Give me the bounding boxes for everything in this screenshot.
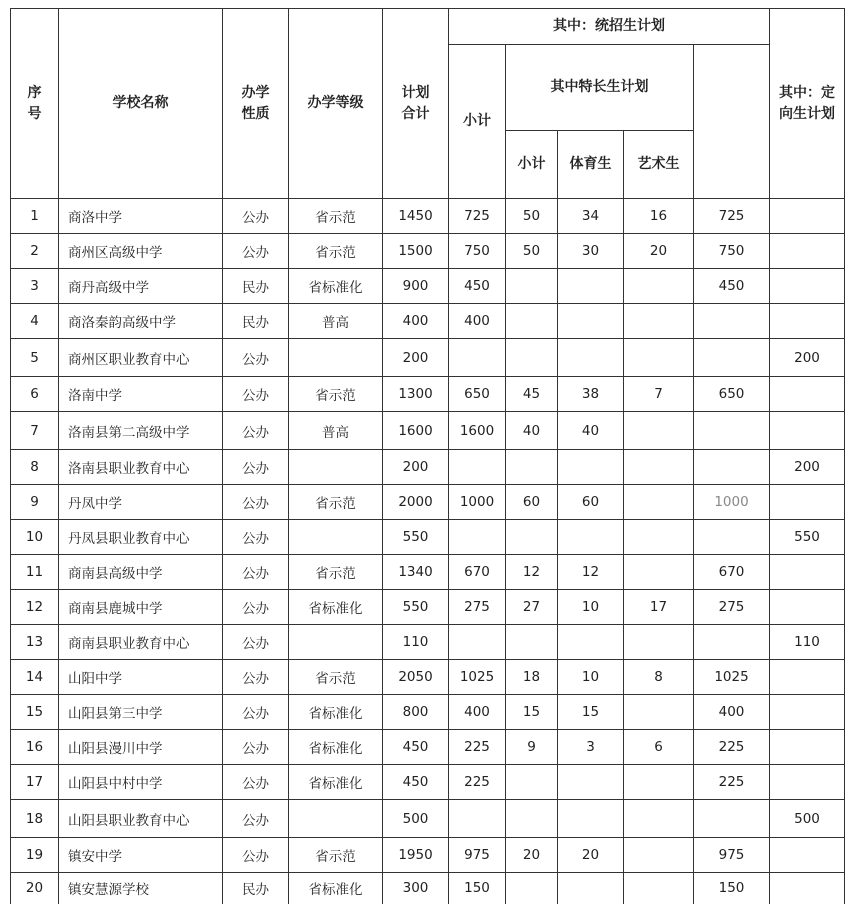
cell-level: 省标准化	[289, 873, 383, 904]
cell-art	[624, 625, 694, 660]
cell-directed	[694, 339, 770, 377]
cell-special-subtotal: 20	[506, 838, 558, 873]
cell-seq: 14	[11, 660, 59, 695]
header-art: 艺术生	[624, 131, 694, 199]
cell-special-subtotal	[506, 765, 558, 800]
cell-comprehensive	[770, 555, 845, 590]
cell-comprehensive	[770, 695, 845, 730]
cell-art	[624, 555, 694, 590]
cell-school: 山阳中学	[59, 660, 223, 695]
cell-school: 山阳县漫川中学	[59, 730, 223, 765]
cell-comprehensive	[770, 838, 845, 873]
cell-school: 商南县鹿城中学	[59, 590, 223, 625]
cell-nature: 公办	[223, 234, 289, 269]
table-row	[11, 838, 845, 873]
cell-nature: 公办	[223, 730, 289, 765]
cell-nature: 公办	[223, 555, 289, 590]
cell-art: 6	[624, 730, 694, 765]
cell-art	[624, 838, 694, 873]
cell-unified-subtotal: 225	[449, 730, 506, 765]
cell-seq: 10	[11, 520, 59, 555]
table-row	[11, 555, 845, 590]
cell-nature: 公办	[223, 199, 289, 234]
cell-nature: 公办	[223, 485, 289, 520]
table-row	[11, 450, 845, 485]
cell-comprehensive	[770, 590, 845, 625]
cell-nature: 公办	[223, 412, 289, 450]
cell-seq: 13	[11, 625, 59, 660]
cell-level: 省示范	[289, 199, 383, 234]
cell-comprehensive	[770, 234, 845, 269]
cell-seq: 19	[11, 838, 59, 873]
cell-seq: 2	[11, 234, 59, 269]
cell-special-subtotal: 50	[506, 234, 558, 269]
cell-special-subtotal: 15	[506, 695, 558, 730]
cell-total: 900	[383, 269, 449, 304]
cell-unified-subtotal: 450	[449, 269, 506, 304]
header-nature: 办学性质	[223, 9, 289, 199]
cell-nature: 公办	[223, 450, 289, 485]
cell-seq: 8	[11, 450, 59, 485]
cell-unified-subtotal	[449, 450, 506, 485]
cell-nature: 公办	[223, 838, 289, 873]
cell-directed: 750	[694, 234, 770, 269]
cell-special-subtotal: 50	[506, 199, 558, 234]
cell-unified-subtotal: 1025	[449, 660, 506, 695]
table-row	[11, 873, 845, 904]
cell-sports: 38	[558, 377, 624, 412]
cell-art	[624, 765, 694, 800]
cell-directed	[694, 304, 770, 339]
cell-special-subtotal	[506, 269, 558, 304]
cell-sports: 15	[558, 695, 624, 730]
cell-special-subtotal	[506, 450, 558, 485]
cell-total: 110	[383, 625, 449, 660]
table-row	[11, 730, 845, 765]
cell-school: 洛南中学	[59, 377, 223, 412]
cell-sports	[558, 450, 624, 485]
cell-level: 省标准化	[289, 695, 383, 730]
cell-directed	[694, 450, 770, 485]
cell-special-subtotal: 12	[506, 555, 558, 590]
cell-school: 洛南县第二高级中学	[59, 412, 223, 450]
cell-unified-subtotal: 975	[449, 838, 506, 873]
cell-level	[289, 800, 383, 838]
cell-art: 16	[624, 199, 694, 234]
cell-directed	[694, 520, 770, 555]
cell-comprehensive	[770, 485, 845, 520]
cell-unified-subtotal: 750	[449, 234, 506, 269]
cell-unified-subtotal	[449, 339, 506, 377]
cell-seq: 5	[11, 339, 59, 377]
cell-seq: 18	[11, 800, 59, 838]
cell-total: 1340	[383, 555, 449, 590]
cell-directed: 225	[694, 765, 770, 800]
cell-level: 普高	[289, 304, 383, 339]
cell-nature: 公办	[223, 695, 289, 730]
table-body	[11, 199, 845, 904]
cell-total: 800	[383, 695, 449, 730]
cell-directed: 1025	[694, 660, 770, 695]
cell-nature: 民办	[223, 873, 289, 904]
cell-total: 550	[383, 590, 449, 625]
cell-school: 丹凤中学	[59, 485, 223, 520]
cell-unified-subtotal: 670	[449, 555, 506, 590]
cell-seq: 9	[11, 485, 59, 520]
cell-level: 省标准化	[289, 590, 383, 625]
cell-special-subtotal	[506, 800, 558, 838]
cell-directed	[694, 412, 770, 450]
cell-school: 商丹高级中学	[59, 269, 223, 304]
cell-level	[289, 450, 383, 485]
cell-special-subtotal: 45	[506, 377, 558, 412]
cell-sports	[558, 765, 624, 800]
cell-directed: 725	[694, 199, 770, 234]
cell-special-subtotal: 18	[506, 660, 558, 695]
header-seq: 序号	[11, 9, 59, 199]
cell-seq: 1	[11, 199, 59, 234]
cell-seq: 16	[11, 730, 59, 765]
header-level: 办学等级	[289, 9, 383, 199]
cell-directed	[694, 625, 770, 660]
header-special-subtotal: 小计	[506, 131, 558, 199]
cell-sports	[558, 625, 624, 660]
cell-nature: 公办	[223, 765, 289, 800]
cell-unified-subtotal	[449, 520, 506, 555]
cell-art	[624, 873, 694, 904]
cell-art	[624, 412, 694, 450]
cell-school: 商州区职业教育中心	[59, 339, 223, 377]
cell-level: 省示范	[289, 838, 383, 873]
cell-sports: 40	[558, 412, 624, 450]
cell-level: 省标准化	[289, 269, 383, 304]
table-row	[11, 377, 845, 412]
cell-nature: 公办	[223, 520, 289, 555]
cell-total: 450	[383, 730, 449, 765]
cell-sports	[558, 800, 624, 838]
cell-sports: 34	[558, 199, 624, 234]
cell-unified-subtotal: 150	[449, 873, 506, 904]
cell-comprehensive: 200	[770, 450, 845, 485]
cell-total: 1450	[383, 199, 449, 234]
cell-unified-subtotal: 1600	[449, 412, 506, 450]
cell-nature: 公办	[223, 590, 289, 625]
cell-comprehensive: 500	[770, 800, 845, 838]
cell-special-subtotal	[506, 520, 558, 555]
cell-total: 200	[383, 339, 449, 377]
cell-directed	[694, 800, 770, 838]
cell-directed: 225	[694, 730, 770, 765]
header-sports: 体育生	[558, 131, 624, 199]
cell-directed: 150	[694, 873, 770, 904]
cell-total: 1500	[383, 234, 449, 269]
cell-level: 省示范	[289, 555, 383, 590]
cell-unified-subtotal: 400	[449, 304, 506, 339]
cell-sports: 10	[558, 590, 624, 625]
table-row	[11, 485, 845, 520]
cell-seq: 6	[11, 377, 59, 412]
cell-special-subtotal	[506, 625, 558, 660]
cell-art: 8	[624, 660, 694, 695]
cell-total: 500	[383, 800, 449, 838]
cell-special-subtotal: 9	[506, 730, 558, 765]
cell-total: 1600	[383, 412, 449, 450]
cell-special-subtotal	[506, 873, 558, 904]
cell-art	[624, 520, 694, 555]
cell-school: 山阳县中村中学	[59, 765, 223, 800]
cell-seq: 11	[11, 555, 59, 590]
header-special-group: 其中特长生计划	[506, 45, 694, 131]
cell-nature: 公办	[223, 660, 289, 695]
table-row	[11, 199, 845, 234]
cell-comprehensive	[770, 199, 845, 234]
cell-nature: 民办	[223, 304, 289, 339]
cell-school: 镇安慧源学校	[59, 873, 223, 904]
cell-special-subtotal: 27	[506, 590, 558, 625]
table-row	[11, 625, 845, 660]
cell-level	[289, 625, 383, 660]
cell-total: 2050	[383, 660, 449, 695]
cell-school: 山阳县职业教育中心	[59, 800, 223, 838]
cell-art	[624, 485, 694, 520]
cell-directed: 650	[694, 377, 770, 412]
cell-comprehensive: 550	[770, 520, 845, 555]
cell-art: 7	[624, 377, 694, 412]
table-row	[11, 590, 845, 625]
cell-sports: 60	[558, 485, 624, 520]
table-row	[11, 304, 845, 339]
cell-total: 300	[383, 873, 449, 904]
cell-seq: 4	[11, 304, 59, 339]
cell-unified-subtotal: 1000	[449, 485, 506, 520]
cell-level	[289, 520, 383, 555]
cell-directed: 450	[694, 269, 770, 304]
cell-sports	[558, 873, 624, 904]
table-row	[11, 412, 845, 450]
cell-special-subtotal	[506, 339, 558, 377]
cell-school: 洛南县职业教育中心	[59, 450, 223, 485]
cell-art	[624, 450, 694, 485]
header-school: 学校名称	[59, 9, 223, 199]
cell-comprehensive	[770, 873, 845, 904]
cell-school: 商南县高级中学	[59, 555, 223, 590]
cell-comprehensive: 110	[770, 625, 845, 660]
cell-school: 商洛中学	[59, 199, 223, 234]
cell-directed: 1000	[694, 485, 770, 520]
table-row	[11, 695, 845, 730]
cell-art	[624, 304, 694, 339]
cell-total: 1950	[383, 838, 449, 873]
cell-comprehensive	[770, 765, 845, 800]
cell-special-subtotal	[506, 304, 558, 339]
cell-comprehensive	[770, 304, 845, 339]
cell-total: 200	[383, 450, 449, 485]
table-row	[11, 269, 845, 304]
cell-comprehensive	[770, 377, 845, 412]
header-unified-group: 其中：统招生计划	[449, 9, 770, 45]
cell-seq: 3	[11, 269, 59, 304]
cell-total: 2000	[383, 485, 449, 520]
cell-school: 丹凤县职业教育中心	[59, 520, 223, 555]
cell-art	[624, 695, 694, 730]
cell-total: 400	[383, 304, 449, 339]
cell-school: 商南县职业教育中心	[59, 625, 223, 660]
cell-directed: 975	[694, 838, 770, 873]
table-row	[11, 660, 845, 695]
cell-art: 20	[624, 234, 694, 269]
cell-comprehensive	[770, 412, 845, 450]
table-row	[11, 765, 845, 800]
cell-directed: 670	[694, 555, 770, 590]
table-row	[11, 520, 845, 555]
cell-unified-subtotal	[449, 625, 506, 660]
cell-art	[624, 339, 694, 377]
table-row	[11, 339, 845, 377]
cell-level: 省标准化	[289, 730, 383, 765]
cell-level: 省示范	[289, 234, 383, 269]
cell-level	[289, 339, 383, 377]
cell-school: 山阳县第三中学	[59, 695, 223, 730]
cell-comprehensive	[770, 730, 845, 765]
cell-seq: 7	[11, 412, 59, 450]
cell-nature: 公办	[223, 339, 289, 377]
cell-total: 450	[383, 765, 449, 800]
cell-comprehensive	[770, 660, 845, 695]
cell-sports: 3	[558, 730, 624, 765]
cell-seq: 20	[11, 873, 59, 904]
cell-level: 普高	[289, 412, 383, 450]
cell-art: 17	[624, 590, 694, 625]
cell-comprehensive: 200	[770, 339, 845, 377]
cell-level: 省示范	[289, 485, 383, 520]
cell-level: 省示范	[289, 377, 383, 412]
enrollment-plan-table	[10, 8, 845, 904]
cell-nature: 公办	[223, 377, 289, 412]
cell-total: 550	[383, 520, 449, 555]
cell-directed: 275	[694, 590, 770, 625]
cell-sports	[558, 269, 624, 304]
cell-unified-subtotal: 225	[449, 765, 506, 800]
cell-seq: 12	[11, 590, 59, 625]
cell-special-subtotal: 40	[506, 412, 558, 450]
cell-unified-subtotal: 275	[449, 590, 506, 625]
cell-special-subtotal: 60	[506, 485, 558, 520]
cell-sports	[558, 304, 624, 339]
cell-directed: 400	[694, 695, 770, 730]
cell-nature: 民办	[223, 269, 289, 304]
cell-school: 商州区高级中学	[59, 234, 223, 269]
cell-level: 省示范	[289, 660, 383, 695]
cell-art	[624, 800, 694, 838]
cell-total: 1300	[383, 377, 449, 412]
cell-nature: 公办	[223, 800, 289, 838]
header-unified-subtotal: 小计	[449, 45, 506, 199]
cell-nature: 公办	[223, 625, 289, 660]
cell-sports	[558, 339, 624, 377]
cell-unified-subtotal: 650	[449, 377, 506, 412]
cell-seq: 15	[11, 695, 59, 730]
cell-art	[624, 269, 694, 304]
cell-sports	[558, 520, 624, 555]
cell-unified-subtotal: 725	[449, 199, 506, 234]
cell-school: 商洛秦韵高级中学	[59, 304, 223, 339]
header-total: 计划合计	[383, 9, 449, 199]
header-directed: 其中：定向生计划	[770, 9, 845, 199]
table-row	[11, 800, 845, 838]
cell-level: 省标准化	[289, 765, 383, 800]
cell-sports: 12	[558, 555, 624, 590]
table-row	[11, 234, 845, 269]
cell-sports: 20	[558, 838, 624, 873]
cell-sports: 30	[558, 234, 624, 269]
cell-seq: 17	[11, 765, 59, 800]
cell-unified-subtotal: 400	[449, 695, 506, 730]
cell-comprehensive	[770, 269, 845, 304]
cell-unified-subtotal	[449, 800, 506, 838]
cell-school: 镇安中学	[59, 838, 223, 873]
cell-sports: 10	[558, 660, 624, 695]
